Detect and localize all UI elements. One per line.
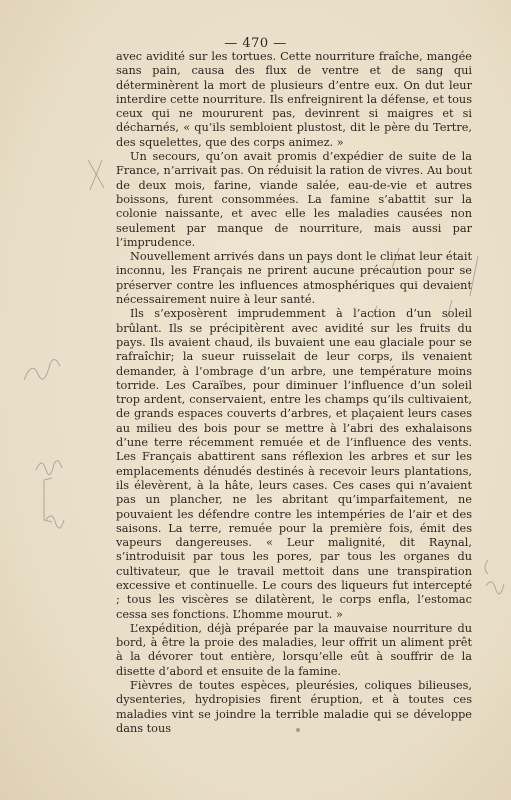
paragraph-1: avec avidité sur les tortues. Cette nourriture fraîche, mangée sans pain, causa des flux de ventre et de sang qui déterminèrent la mort de plusieurs d’entre eux. On dut leur interdire cette nourriture. Ils enfreignirent la défense, et tous ceux qui ne moururent pas, devinrent si maigres et si décharnés, « qu’ils sembloient plustost, dit le père du Tertre, des squelettes, que des corps animez. » (116, 50, 472, 149)
paragraph-3: Nouvellement arrivés dans un pays dont le climat leur était inconnu, les Français ne prirent aucune précaution pour se préserver contre les influences atmosphériques qui devaient nécessairement nuire à leur santé. (116, 250, 472, 307)
page-number: — 470 — (224, 36, 287, 51)
paragraph-5: L’expédition, déjà préparée par la mauvaise nourriture du bord, à être la proie des maladies, leur offrit un aliment prêt à la dévorer tout entière, lorsqu’elle eût à souffrir de la disette d’abord et ensuite de la famine. (116, 621, 472, 678)
paragraph-2: Un secours, qu’on avait promis d’expédier de suite de la France, n’arrivait pas. On réduisit la ration de vivres. Au bout de deux mois, farine, viande salée, eau-de-vie et autres boissons, furent consommées. La famine s’abattit sur la colonie naissante, et avec elle les maladies causées non seulement par manque de nourriture, mais aussi par l’imprudence. (116, 150, 472, 249)
ink-dot (296, 728, 300, 732)
paragraph-6: Fièvres de toutes espèces, pleurésies, coliques bilieuses, dysenteries, hydropisies firent éruption, et à toutes ces maladies vint se joindre la terrible maladie qui se développe dans tous (116, 679, 472, 735)
paragraph-4: Ils s’exposèrent imprudemment à l’action d’un soleil brûlant. Ils se précipitèrent avec avidité sur les fruits du pays. Ils avaient chaud, ils buvaient une eau glaciale pour se rafraîchir; la sueur ruisselait de leur corps, ils venaient demander, à l’ombrage d’un arbre, une température moins torride. Les Caraïbes, pour diminuer l’influence d’un soleil trop ardent, conservaient, entre les champs qu’ils cultivaient, de grands espaces couverts d’arbres, et plaçaient leurs cases au milieu des bois pour se mettre à l’abri des exhalaisons d’une terre récemment remuée et de l’influence des vents. Les Français abattirent sans réflexion les arbres et sur les emplacements dénudés destinés à recevoir leurs plantations, ils élevèrent, à la hâte, leurs cases. Ces cases qui n’avaient pas un plancher, ne les abritant qu’imparfaitement, ne pouvaient les défendre contre les intempéries de l’air et des saisons. La terre, remuée pour la première fois, émit des vapeurs dangereuses. « Leur malignité, dit Raynal, s’introduisit par tous les pores, par tous les organes du cultivateur, que le travail mettoit dans une transpiration excessive et continuelle. Le cours des liqueurs fut intercepté ; tous les viscères se dilatèrent, le corps enfla, l’estomac cessa ses fonctions. L’homme mourut. » (116, 307, 472, 621)
